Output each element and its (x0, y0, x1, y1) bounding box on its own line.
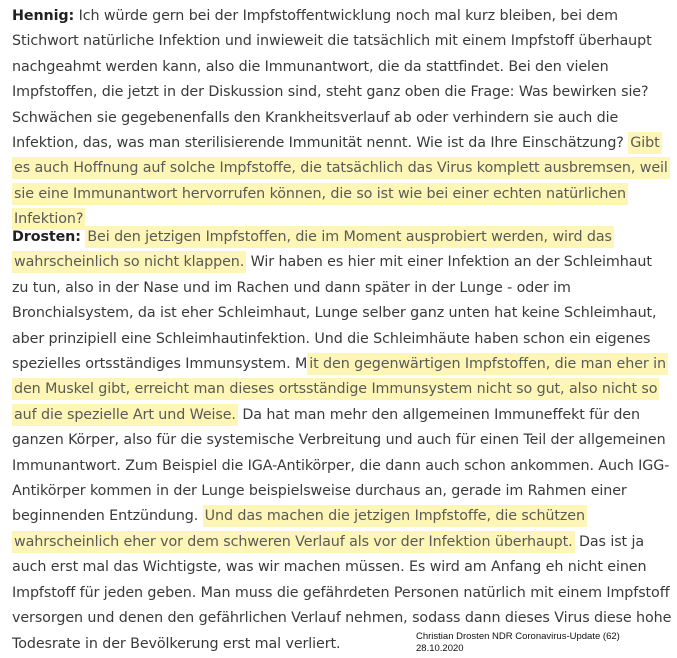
caption-title: Christian Drosten NDR Coronavirus-Update (62) (416, 631, 620, 642)
speaker-label: Hennig: (12, 8, 75, 24)
paragraph-hennig (12, 4, 672, 233)
text-segment: Das ist ja auch erst mal das Wichtigste, was wir machen müssen. Es wird am Anfang eh nicht einen Impfstoff für jeden geben. Man muss die gefährdeten Personen natürlich mit einem Impfstoff versorgen und denen den gefährlichen Verlauf nehmen, sodass dann dieses Virus diese hohe Todesrate in der Bevölkerung erst mal verliert. (12, 533, 672, 652)
text-segment: Ich würde gern bei der Impfstoffentwicklung noch mal kurz bleiben, bei dem Stichwort natürliche Infektion und inwieweit die tatsächlich mit einem Impfstoff überhaupt nachgeahmt werden kann, also die Immunantwort, die da stattfindet. Bei den vielen Impfstoffen, die jetzt in der Diskussion sind, steht ganz oben die Frage: Was bewirken sie? Schwächen sie gegebenenfalls den Krankheitsverlauf ab oder verhindern sie auch die Infektion, das, was man sterilisierende Immunität nennt. Wie ist da Ihre Einschätzung? (12, 8, 652, 152)
highlighted-text: Gibt es auch Hoffnung auf solche Impfstoffe, die tatsächlich das Virus komplett ausbremsen, weil sie eine Immunantwort hervorrufen können, die so ist wie bei einer echten natürlichen Infektion? (12, 132, 670, 230)
paragraph-drosten (12, 225, 672, 657)
caption-date: 28.10.2020 (416, 643, 464, 654)
text-segment: Wir haben es hier mit einer Infektion an der Schleimhaut zu tun, also in der Nase und im Rachen und dann später in der Lunge - oder im Bronchialsystem, da ist eher Schleimhaut, Lunge selber ganz unten hat keine Schleimhaut, aber prinzipiell eine Schleimhautinfektion. Und die Schleimhäute haben schon ein eigenes spezielles ortsständiges Immunsystem. M (12, 254, 657, 373)
highlighted-text: Bei den jetzigen Impfstoffen, die im Moment ausprobiert werden, wird das wahrscheinlich so nicht klappen. (12, 226, 614, 273)
highlighted-text: it den gegenwärtigen Impfstoffen, die man eher in den Muskel gibt, erreicht man dieses ortsständige Immunsystem nicht so gut, also nicht so auf die spezielle Art und Weise. (12, 353, 668, 426)
speaker-label: Drosten: (12, 229, 81, 245)
highlighted-text: Und das machen die jetzigen Impfstoffe, die schützen wahrscheinlich eher vor dem schweren Verlauf als vor der Infektion überhaupt. (12, 505, 587, 552)
source-caption (416, 631, 620, 655)
text-segment: Da hat man mehr den allgemeinen Immuneffekt für den ganzen Körper, also für die systemische Verbreitung und auch für einen Teil der allgemeinen Immunantwort. Zum Beispiel die IGA-Antikörper, die dann auch schon ankommen. Auch IGG-Antikörper kommen in der Lunge beispielsweise durchaus an, gerade im Rahmen einer beginnenden Entzündung. (12, 406, 670, 525)
